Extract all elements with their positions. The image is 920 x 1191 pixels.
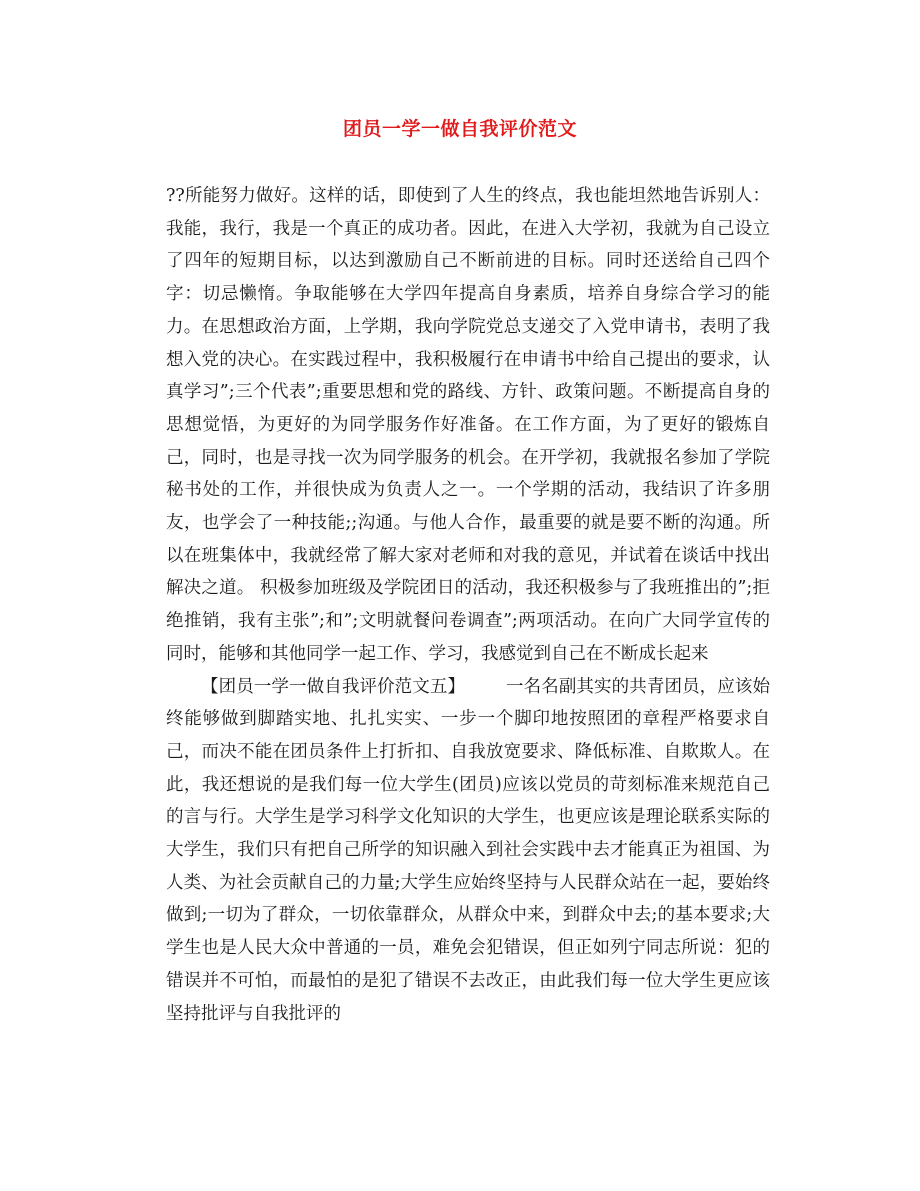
paragraph-2: 【团员一学一做自我评价范文五】 一名名副其实的共青团员，应该始终能够做到脚踏实地、扎扎实实、一步一个脚印地按照团的章程严格要求自己，而决不能在团员条件上打折扣、自我放宽要求、降低标准、自欺欺人。在此，我还想说的是我们每一位大学生(团员)应该以党员的苛刻标准来规范自己的言与行。大学生是学习科学文化知识的大学生，也更应该是理论联系实际的大学生，我们只有把自己所学的知识融入到社会实践中去才能真正为祖国、为人类、为社会贡献自己的力量;大学生应始终坚持与人民群众站在一起，要始终做到;一切为了群众，一切依靠群众，从群众中来，到群众中去;的基本要求;大学生也是人民大众中普通的一员，难免会犯错误，但正如列宁同志所说：犯的错误并不可怕，而最怕的是犯了错误不去改正，由此我们每一位大学生更应该坚持批评与自我批评的: [166, 676, 770, 1024]
paragraph-1: ??所能努力做好。这样的话，即使到了人生的终点，我也能坦然地告诉别人：我能，我行，我是一个真正的成功者。因此，在进入大学初，我就为自己设立了四年的短期目标，以达到激励自己不断前进的目标。同时还送给自己四个字：切忌懒惰。争取能够在大学四年提高自身素质，培养自身综合学习的能力。在思想政治方面，上学期，我向学院党总支递交了入党申请书，表明了我想入党的决心。在实践过程中，我积极履行在申请书中给自己提出的要求，认真学习”;三个代表”;重要思想和党的路线、方针、政策问题。不断提高自身的思想觉悟，为更好的为同学服务作好准备。在工作方面，为了更好的锻炼自己，同时，也是寻找一次为同学服务的机会。在开学初，我就报名参加了学院秘书处的工作，并很快成为负责人之一。一个学期的活动，我结识了许多朋友，也学会了一种技能;;沟通。与他人合作，最重要的就是要不断的沟通。所以在班集体中，我就经常了解大家对老师和对我的意见，并试着在谈话中找出解决之道。 积极参加班级及学院团日的活动，我还积极参与了我班推出的”;拒绝推销，我有主张”;和”;文明就餐问卷调查”;两项活动。在向广大同学宣传的同时，能够和其他同学一起工作、学习，我感觉到自己在不断成长起来: [166, 186, 770, 664]
document-title: 团员一学一做自我评价范文: [342, 118, 577, 140]
document-body: [166, 180, 770, 1030]
